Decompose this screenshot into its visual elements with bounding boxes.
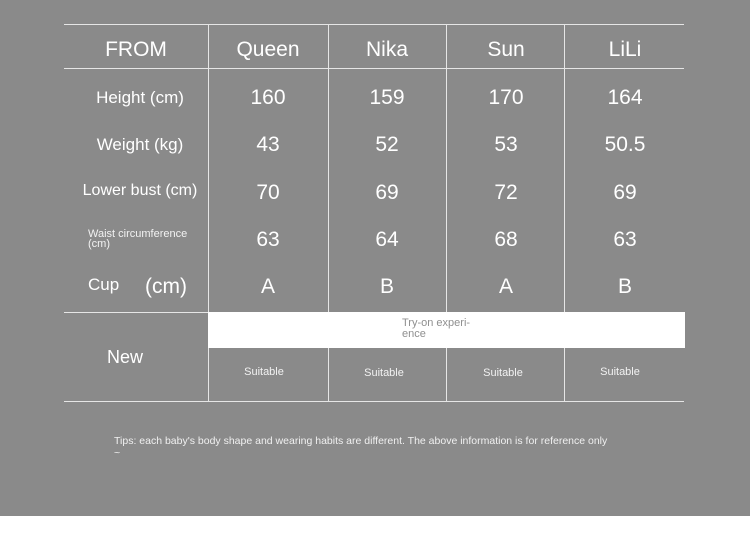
- cell-value: 64: [375, 228, 399, 251]
- header-nika: Nika: [365, 38, 408, 61]
- suitable-value: Suitable: [600, 366, 640, 378]
- header-lili: LiLi: [608, 38, 642, 61]
- table-top-rule: [64, 24, 684, 25]
- cell-value: 63: [613, 228, 637, 251]
- cell-value: A: [260, 275, 275, 298]
- cell-value: 70: [256, 181, 280, 204]
- cell-value: 52: [375, 133, 399, 156]
- row-label-height: Height (cm): [96, 88, 184, 107]
- try-on-banner-text: Try-on experi-ence: [402, 317, 471, 340]
- cell-value: 69: [375, 181, 399, 204]
- header-from: FROM: [105, 38, 167, 61]
- table-bottom-rule: [64, 401, 684, 402]
- row-label-weight: Weight (kg): [96, 135, 184, 154]
- cell-value: 159: [369, 86, 405, 109]
- cell-value: B: [617, 275, 632, 298]
- cell-value: B: [379, 275, 394, 298]
- header-rule: [64, 68, 684, 69]
- row-label-cup-unit: (cm): [145, 275, 187, 298]
- row-label-cup: Cup: [88, 275, 120, 294]
- suitable-value: Suitable: [244, 366, 284, 378]
- suitable-value: Suitable: [364, 367, 404, 379]
- new-section-rule: [64, 312, 208, 313]
- cell-value: 170: [488, 86, 524, 109]
- suitable-value: Suitable: [483, 367, 523, 379]
- cell-value: 53: [494, 133, 518, 156]
- cell-value: 68: [494, 228, 518, 251]
- cell-value: 72: [494, 181, 518, 204]
- row-label-lower-bust: Lower bust (cm): [82, 182, 198, 199]
- cell-value: 160: [250, 86, 286, 109]
- header-sun: Sun: [487, 38, 525, 61]
- new-section-label: New: [106, 347, 143, 367]
- reference-tip: Tips: each baby's body shape and wearing habits are different. The above information is for reference only ~: [114, 435, 608, 459]
- cell-value: 69: [613, 181, 637, 204]
- row-label-waist: Waist circumference (cm): [88, 228, 188, 250]
- header-queen: Queen: [236, 38, 300, 61]
- cell-value: 43: [256, 133, 280, 156]
- cell-value: A: [498, 275, 513, 298]
- cell-value: 164: [607, 86, 643, 109]
- cell-value: 50.5: [604, 133, 646, 156]
- cell-value: 63: [256, 228, 280, 251]
